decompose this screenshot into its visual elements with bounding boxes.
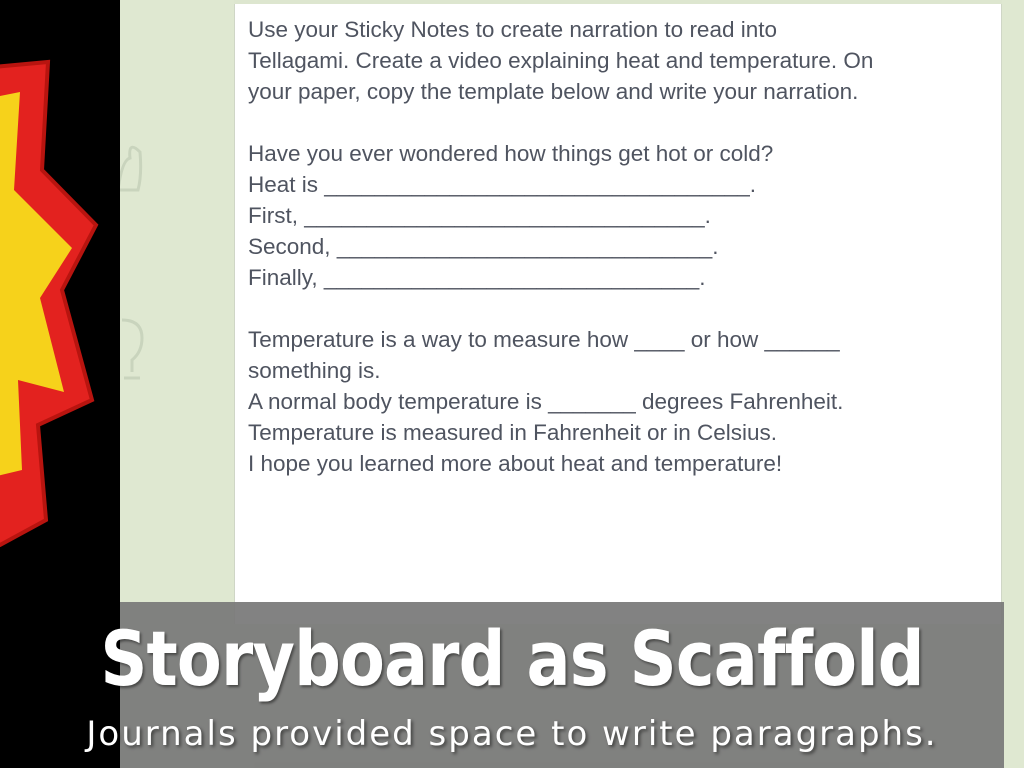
- lightbulb-icon: [122, 320, 142, 378]
- document-line: I hope you learned more about heat and temperature!: [248, 451, 783, 476]
- document-line: your paper, copy the template below and write your narration.: [248, 79, 859, 104]
- document-line: something is.: [248, 358, 381, 383]
- slide-subtitle: Journals provided space to write paragraphs.: [86, 714, 938, 754]
- narration-template: [248, 14, 998, 479]
- background-strip-right: [1002, 0, 1024, 768]
- document-line: A normal body temperature is _______ degrees Fahrenheit.: [248, 389, 844, 414]
- slide-title: Storyboard as Scaffold: [100, 614, 924, 703]
- cloud-icon: [120, 147, 141, 190]
- document-panel: [234, 4, 1002, 624]
- document-line: Use your Sticky Notes to create narration to read into: [248, 17, 778, 42]
- document-line: Temperature is measured in Fahrenheit or in Celsius.: [248, 420, 777, 445]
- blank-line: [248, 293, 998, 324]
- document-line: Have you ever wondered how things get hot or cold?: [248, 141, 774, 166]
- document-line: First, ________________________________.: [248, 203, 711, 228]
- document-line: Finally, ______________________________.: [248, 265, 706, 290]
- blank-line: [248, 107, 998, 138]
- document-line: Second, ______________________________.: [248, 234, 719, 259]
- document-line: Tellagami. Create a video explaining heat and temperature. On: [248, 48, 874, 73]
- document-line: Temperature is a way to measure how ____ or how ______: [248, 327, 840, 352]
- document-line: Heat is __________________________________.: [248, 172, 756, 197]
